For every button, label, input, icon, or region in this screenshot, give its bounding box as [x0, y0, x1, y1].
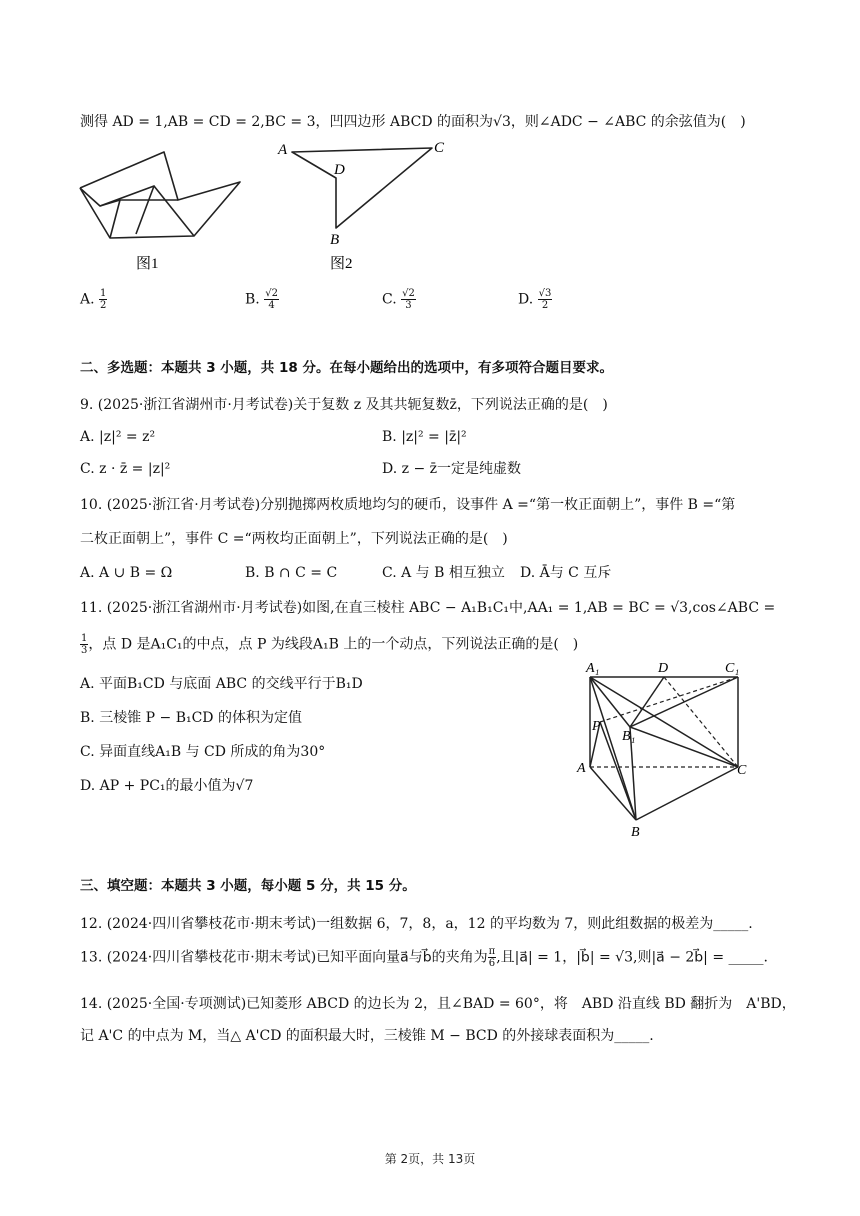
q11-stem-line-1: 11. (2025·浙江省湖州市·月考试卷)如图,在直三棱柱 ABC − A₁B₁C₁中,AA₁ = 1,AB = BC = √3,cos∠ABC = — [80, 600, 776, 616]
fig-label-a1: A₁ — [586, 661, 600, 676]
q11-option-d[interactable]: D. AP + PC₁的最小值为√7 — [80, 778, 254, 794]
fig2-label-b: B — [330, 232, 340, 248]
q10-option-d[interactable]: D. Ā与 C 互斥 — [520, 565, 612, 581]
fig2-label-a: A — [278, 142, 288, 158]
fig2-label-d: D — [334, 162, 345, 178]
q11-option-c[interactable]: C. 异面直线A₁B 与 CD 所成的角为30° — [80, 744, 326, 760]
fig2-caption: 图2 — [330, 256, 353, 272]
section-3-heading: 三、填空题：本题共 3 小题，每小题 5 分，共 15 分。 — [80, 878, 416, 894]
q11-stem-line-2: ，点 D 是A₁C₁的中点，点 P 为线段A₁B 上的一个动点，下列说法正确的是( ) — [88, 636, 579, 653]
page-footer: 第 2页，共 13页 — [384, 1152, 476, 1166]
fig-label-b: B — [631, 825, 640, 840]
q14-stem-line-1: 14. (2025·全国·专项测试)已知菱形 ABCD 的边长为 2，且∠BAD = 60°，将 ABD 沿直线 BD 翻折为 A'BD， — [80, 996, 796, 1012]
q11-option-a[interactable]: A. 平面B₁CD 与底面 ABC 的交线平行于B₁D — [80, 676, 363, 692]
q11-option-b[interactable]: B. 三棱锥 P − B₁CD 的体积为定值 — [80, 710, 302, 726]
fig-label-d: D — [658, 661, 669, 676]
q9-option-c[interactable]: C. z · z̄ = |z|² — [80, 461, 171, 477]
q8-option-a[interactable]: A. $\frac{1}{2}$ — [80, 288, 107, 311]
q8-figure-2 — [270, 136, 460, 276]
q12-stem: 12. (2024·四川省攀枝花市·期末考试)一组数据 6，7，8，a，12 的平均数为 7，则此组数据的极差为_____. — [80, 916, 753, 932]
q13-fraction: $\frac{\pi}{6}$ — [488, 946, 496, 969]
q11-prism-figure — [570, 652, 760, 842]
q8-option-d[interactable]: D. $\frac{√3}{2}$ — [518, 288, 552, 311]
q11-fraction: $\frac{1}{3}$ — [81, 633, 88, 656]
fig-label-p: P — [592, 719, 601, 734]
q8-option-c[interactable]: C. $\frac{√2}{3}$ — [382, 288, 415, 311]
fig-label-a: A — [577, 761, 586, 776]
q9-stem: 9. (2025·浙江省湖州市·月考试卷)关于复数 z 及其共轭复数z̄，下列说法正确的是( ) — [80, 397, 608, 413]
q10-option-a[interactable]: A. A ∪ B = Ω — [80, 565, 173, 581]
q8-stem: 测得 AD = 1,AB = CD = 2,BC = 3，凹四边形 ABCD 的面积为√3，则∠ADC − ∠ABC 的余弦值为( ) — [80, 114, 746, 130]
q9-option-a[interactable]: A. |z|² = z² — [80, 429, 156, 445]
q11-stem-line-2-wrap — [80, 633, 578, 661]
q8-option-b[interactable]: B. $\frac{√2}{4}$ — [245, 288, 278, 311]
q10-stem-line-1: 10. (2025·浙江省·月考试卷)分别抛掷两枚质地均匀的硬币，设事件 A =“第一枚正面朝上”，事件 B =“第 — [80, 497, 736, 513]
q9-option-d[interactable]: D. z − z̄一定是纯虚数 — [382, 461, 522, 477]
section-2-heading: 二、多选题：本题共 3 小题，共 18 分。在每小题给出的选项中，有多项符合题目要求。 — [80, 360, 613, 376]
q10-option-b[interactable]: B. B ∩ C = C — [245, 565, 338, 581]
fig-label-c: C — [737, 763, 747, 778]
q10-stem-line-2: 二枚正面朝上”，事件 C =“两枚均正面朝上”，下列说法正确的是( ) — [80, 531, 508, 547]
fig2-label-c: C — [434, 140, 445, 156]
q9-option-b[interactable]: B. |z|² = |z̄|² — [382, 429, 467, 445]
q10-option-c[interactable]: C. A 与 B 相互独立 — [382, 565, 505, 581]
fig-label-c1: C₁ — [725, 661, 740, 676]
q14-stem-line-2: 记 A'C 的中点为 M，当△ A'CD 的面积最大时，三棱锥 M − BCD 的外接球表面积为_____. — [80, 1028, 654, 1044]
q13-stem: 13. (2024·四川省攀枝花市·期末考试)已知平面向量a⃗与b⃗的夹角为 $\frac{\pi}{6}$ ,且|a⃗| = 1，|b⃗| = √3,则|a⃗ − 2b⃗| = _____. — [80, 946, 768, 969]
fig-label-b1: B₁ — [622, 729, 636, 744]
q8-figure-1 — [76, 148, 246, 276]
fig1-caption: 图1 — [136, 256, 159, 272]
